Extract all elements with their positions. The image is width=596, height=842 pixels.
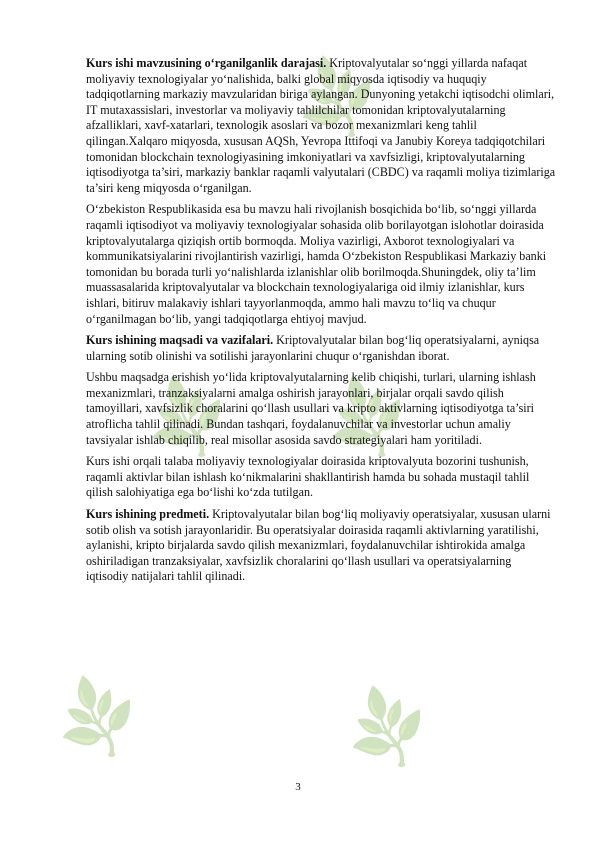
paragraph-text: Kriptovalyutalar bilan bog‘liq operatsiyalarni, ayniqsa ularning sotib olinishi va sotilishi jarayonlarini chuqur o‘rganishdan iborat. <box>86 333 540 363</box>
paragraph-text: O‘zbekiston Respublikasida esa bu mavzu hali rivojlanish bosqichida bo‘lib, so‘nggi yillarda raqamli iqtisodiyot va moliyaviy texnologiyalar sohasida olib borilayotgan islohotlar doirasida kriptovalyutalarga qiziqish ortib bormoqda. Moliya vazirligi, Axborot texnologiyalari va kommunikatsiyalarini rivojlantirish vazirligi, hamda O‘zbekiston Respublikasi Markaziy banki tomonidan bu borada turli yo‘nalishlarda izlanishlar olib borilmoqda.Shuningdek, oliy ta’lim muassasalarida kriptovalyutalar va blockchain texnologiyalariga oid ilmiy izlanishlar, kurs ishlari, bitiruv malakaviy ishlari tayyorlanmoqda, ammo hali mavzu to‘liq va chuqur o‘rganilmagan bo‘lib, yangi tadqiqotlarga ehtiyoj mavjud. <box>86 202 547 326</box>
paragraph-heading: Kurs ishi mavzusining o‘rganilganlik darajasi. <box>86 56 327 70</box>
paragraph-heading: Kurs ishining maqsadi va vazifalari. <box>86 333 274 348</box>
paragraph-text: Ushbu maqsadga erishish yo‘lida kriptovalyutalarning kelib chiqishi, turlari, ularning ishlash mexanizmlari, tranzaksiyalarni amalga oshirish jarayonlari, birjalar orqali savdo qilish tamoyillari, xavfsizlik choralarini qo‘llash usullari va kripto aktivlarning iqtisodiyotga ta’siri atroflicha tahlil qilinadi. Bundan tashqari, foydalanuvchilar va investorlar uchun amaliy tavsiyalar ishlab chiqilib, real misollar asosida savdo strategiyalari ham yoritiladi. <box>86 370 536 447</box>
watermark-logo: 🌿 <box>138 370 236 470</box>
paragraph-student-outcomes <box>86 454 556 501</box>
document-body <box>86 56 556 591</box>
paragraph-goals <box>86 333 556 364</box>
watermark-logo: 🌿 <box>288 50 386 150</box>
watermark-logo: 🌿 <box>48 670 146 770</box>
page-number: 3 <box>295 781 301 793</box>
watermark-logo: 🌿 <box>338 680 436 780</box>
paragraph-text: Kurs ishi orqali talaba moliyaviy texnologiyalar doirasida kriptovalyuta bozorini tushunish, raqamli aktivlar bilan ishlash ko‘nikmalarini shakllantirish hamda bu sohada mustaqil tahlil qilish salohiyatiga ega bo‘lishi ko‘zda tutilgan. <box>86 454 530 500</box>
paragraph-uzbekistan-context <box>86 202 556 327</box>
watermark-logo: 🌿 <box>318 370 416 470</box>
paragraph-goals-detail <box>86 370 556 448</box>
paragraph-subject <box>86 507 556 585</box>
paragraph-text: Kriptovalyutalar so‘nggi yillarda nafaqat moliyaviy texnologiyalar yo‘nalishida, balki global miqyosda iqtisodiy va huquqiy tadqiqotlarning markaziy mavzularidan biriga aylangan. Dunyoning yetakchi iqtisodchi olimlari, IT mutaxassislari, investorlar va moliyaviy tahlilchilar tomonidan kriptovalyutalarning afzalliklari, xavf-xatarlari, texnologik asoslari va bozor mexanizmlari keng tahlil qilingan.Xalqaro miqyosda, xususan AQSh, Yevropa Ittifoqi va Janubiy Koreya tadqiqotchilari tomonidan blockchain texnologiyasining imkoniyatlari va xavfsizligi, kriptovalyutalarning iqtisodiyotga ta’siri, markaziy banklar raqamli valyutalari (CBDC) va raqamli moliya tizimlariga ta’siri keng miqyosda o‘rganilgan. <box>86 56 556 195</box>
paragraph-research-degree <box>86 56 556 196</box>
paragraph-text: Kriptovalyutalar bilan bog‘liq moliyaviy operatsiyalar, xususan ularni sotib olish va sotish jarayonlaridir. Bu operatsiyalar doirasida raqamli aktivlarning yaratilishi, aylanishi, kripto birjalarda savdo qilish mexanizmlari, foydalanuvchilar ishtirokida amalga oshiriladigan tranzaksiyalar, xavfsizlik choralarini qo‘llash usullari va operatsiyalarning iqtisodiy natijalari tahlil qilinadi. <box>86 507 551 584</box>
paragraph-heading: Kurs ishining predmeti. <box>86 507 210 522</box>
